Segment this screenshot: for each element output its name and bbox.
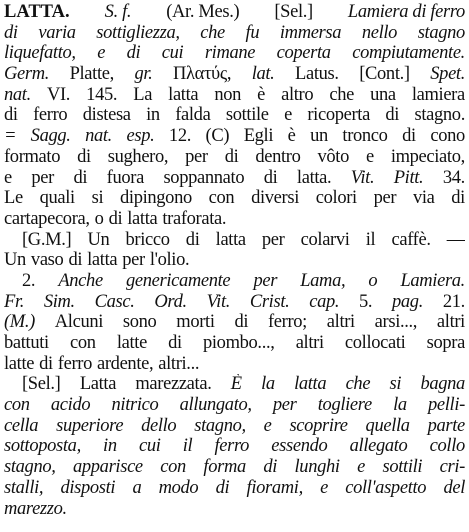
- word: di: [39, 353, 53, 374]
- word: latta: [87, 250, 118, 271]
- word: stagno,: [194, 415, 246, 436]
- word: ardente,: [97, 353, 154, 374]
- word: latta: [168, 84, 199, 105]
- word: dipingono: [120, 188, 192, 209]
- word: latte: [116, 333, 147, 353]
- word: di: [126, 43, 141, 64]
- word: ferro;: [267, 312, 307, 333]
- word: per: [185, 146, 208, 167]
- word: Fr.: [4, 291, 25, 312]
- word: 5.: [358, 291, 373, 312]
- word: via: [412, 188, 435, 209]
- entry-line-6: [4, 105, 465, 126]
- word: immersa: [279, 22, 342, 43]
- word: colarvi: [300, 229, 350, 250]
- word: dentro: [255, 146, 301, 167]
- word: latte: [4, 353, 35, 374]
- word: Le: [4, 188, 23, 209]
- word: Sim.: [43, 291, 75, 312]
- word: [Sel.]: [22, 374, 61, 395]
- word: varia: [38, 22, 76, 43]
- word: falda: [175, 105, 211, 126]
- word: di: [77, 146, 91, 167]
- word: impeciato,: [390, 146, 465, 167]
- word: per: [122, 250, 145, 271]
- word: ferro: [57, 353, 92, 374]
- word: scoprire: [289, 415, 348, 436]
- word: Lamiera.: [400, 270, 465, 291]
- word: Vit.: [350, 167, 375, 188]
- entry-line-21: [4, 416, 465, 437]
- word: sottoposta,: [4, 436, 81, 457]
- entry-line-20: [4, 395, 465, 416]
- word: Πλατύς,: [173, 64, 232, 85]
- word: e: [320, 477, 328, 498]
- entry-line-13: [4, 250, 465, 271]
- word: è: [287, 126, 296, 147]
- word: lunghi: [294, 457, 340, 478]
- entry-line-14: [4, 271, 465, 292]
- word: stagno: [417, 22, 465, 43]
- word: cri-: [439, 457, 465, 478]
- word: genericamente: [125, 270, 231, 291]
- word: modo: [158, 477, 199, 498]
- word: ferro: [33, 105, 68, 126]
- word: e: [4, 167, 12, 188]
- word: stagno.: [414, 105, 465, 126]
- entry-line-12: [4, 230, 465, 251]
- word: [G.M.]: [22, 229, 72, 250]
- entry-line-2: [4, 23, 465, 44]
- entry-line-7: [4, 126, 465, 147]
- entry-line-15: [4, 292, 465, 313]
- word: quella: [365, 415, 410, 436]
- word: latta.: [296, 167, 332, 188]
- word: di: [73, 167, 88, 188]
- entry-line-10: [4, 188, 465, 209]
- word: Un: [4, 250, 26, 271]
- word: con: [70, 333, 96, 353]
- entry-line-17: [4, 333, 465, 354]
- word: 21.: [442, 291, 465, 312]
- word: cap.: [309, 291, 340, 312]
- entry-line-24: [4, 478, 465, 499]
- word: ferro: [214, 436, 250, 457]
- word: (C): [205, 126, 230, 147]
- word: in: [103, 436, 117, 457]
- word: stagno,: [4, 457, 56, 478]
- word: marezzata.: [135, 374, 212, 395]
- word: e: [97, 43, 106, 64]
- word: arsi...,: [374, 312, 418, 333]
- word: con: [4, 395, 30, 416]
- word: allungato,: [179, 395, 252, 416]
- word: —: [446, 229, 465, 250]
- word: Latta: [79, 374, 117, 395]
- word: di: [263, 167, 278, 188]
- word: lamiera: [411, 84, 465, 105]
- word: fuora: [106, 167, 144, 188]
- word: stalli,: [4, 477, 44, 498]
- word: non: [214, 84, 242, 105]
- word: sono: [122, 312, 157, 333]
- word: di: [108, 208, 123, 229]
- word: traforata.: [162, 208, 227, 229]
- word: acido: [50, 395, 91, 416]
- word: [Cont.]: [359, 64, 410, 85]
- word: Alcuni: [54, 312, 104, 333]
- word: rimane: [204, 43, 256, 64]
- word: Sagg.: [30, 126, 71, 147]
- word: e: [284, 105, 292, 126]
- word: o: [368, 270, 378, 291]
- word: cui: [161, 43, 184, 64]
- word: caffè.: [391, 229, 431, 250]
- word: in: [146, 105, 160, 126]
- dictionary-entry: [4, 2, 465, 530]
- word: sughero,: [107, 146, 169, 167]
- word: parte: [427, 415, 465, 436]
- source-abbrev: (Ar. Mes.): [166, 2, 240, 22]
- word: del: [443, 477, 465, 498]
- word: distesa: [82, 105, 131, 126]
- word: per: [253, 270, 278, 291]
- entry-line-16: [4, 312, 465, 333]
- word: compiutamente.: [352, 43, 465, 64]
- word: Casc.: [94, 291, 135, 312]
- word: diversi: [251, 188, 299, 209]
- word: lat.: [251, 64, 275, 85]
- word: di: [402, 126, 416, 147]
- entry-line-1: [4, 2, 465, 23]
- word: Un: [87, 229, 110, 250]
- word: fu: [245, 22, 260, 43]
- word: collo: [429, 436, 465, 457]
- entry-line-8: [4, 147, 465, 168]
- word: per: [272, 395, 297, 416]
- word: e: [365, 146, 374, 167]
- word: 2.: [22, 270, 36, 291]
- part-of-speech: S. f.: [104, 2, 132, 22]
- word: di: [224, 146, 239, 167]
- word: latta: [294, 374, 327, 395]
- word: di: [4, 105, 18, 126]
- word: Lama,: [300, 270, 346, 291]
- word: vaso: [30, 250, 64, 271]
- entry-line-3: [4, 43, 465, 64]
- entry-line-25: [4, 499, 465, 520]
- word: morti: [176, 312, 215, 333]
- word: di: [451, 188, 465, 209]
- word: È: [230, 374, 242, 395]
- word: cui: [138, 436, 161, 457]
- word: latta: [215, 229, 246, 250]
- word: per: [373, 188, 397, 209]
- word: nat.: [85, 126, 112, 147]
- word: (M.): [4, 312, 35, 333]
- word: sopra: [426, 333, 465, 353]
- word: vôto: [317, 146, 349, 167]
- word: con: [208, 188, 235, 209]
- entry-line-11: [4, 209, 465, 230]
- word: collocati: [344, 333, 406, 353]
- word: di: [215, 477, 230, 498]
- word: marezzo.: [4, 498, 67, 519]
- word: è: [257, 84, 266, 105]
- word: di: [4, 22, 18, 43]
- word: con: [160, 457, 186, 478]
- word: altri: [295, 333, 324, 353]
- word: VI.: [46, 84, 71, 105]
- word: che: [200, 22, 225, 43]
- word: per: [31, 167, 54, 188]
- word: =: [4, 126, 17, 147]
- source-tag: [Sel.]: [274, 2, 313, 22]
- word: di: [185, 229, 200, 250]
- entry-line-9: [4, 168, 465, 189]
- word: nello: [361, 22, 398, 43]
- word: pelli-: [428, 395, 465, 416]
- word: altri...: [158, 353, 200, 374]
- word: altri: [436, 312, 465, 333]
- word: Crist.: [249, 291, 290, 312]
- word: Anche: [58, 270, 103, 291]
- word: pag.: [392, 291, 423, 312]
- word: sottili: [382, 457, 423, 478]
- word: di: [234, 312, 249, 333]
- word: di: [68, 250, 83, 271]
- word: bricco: [125, 229, 170, 250]
- word: formato: [4, 146, 61, 167]
- word: di: [168, 333, 182, 353]
- word: e: [263, 415, 272, 436]
- word: fiorami,: [246, 477, 303, 498]
- entry-line-18: [4, 354, 465, 375]
- word: a: [132, 477, 142, 498]
- word: gr.: [134, 64, 153, 85]
- word: Latus.: [295, 64, 339, 85]
- word: Germ.: [4, 64, 50, 85]
- word: bagna: [420, 374, 465, 395]
- word: il: [365, 229, 376, 250]
- word: Ord.: [154, 291, 187, 312]
- word: colori: [315, 188, 357, 209]
- word: 145.: [86, 84, 118, 105]
- word: si: [91, 188, 104, 209]
- word: piombo...,: [202, 333, 275, 353]
- word: altri: [326, 312, 355, 333]
- word: o: [94, 208, 104, 229]
- word: nat.: [4, 84, 31, 105]
- word: togliere: [317, 395, 372, 416]
- word: di: [263, 457, 278, 478]
- word: sottile: [225, 105, 269, 126]
- word: ricoperta: [307, 105, 370, 126]
- word: essendo: [271, 436, 328, 457]
- word: nitrico: [111, 395, 159, 416]
- headword: LATTA.: [4, 2, 70, 22]
- entry-line-4: [4, 64, 465, 85]
- word: Spet.: [430, 64, 465, 85]
- word: soppannato: [163, 167, 245, 188]
- word: e: [357, 457, 366, 478]
- word: superiore: [56, 415, 124, 436]
- word: liquefatto,: [4, 43, 76, 64]
- word: 12.: [168, 126, 191, 147]
- word: l'olio.: [149, 250, 190, 271]
- word: una: [370, 84, 396, 105]
- word: latta: [127, 208, 158, 229]
- entry-body: [4, 23, 465, 520]
- word: Pitt.: [393, 167, 424, 188]
- entry-line-23: [4, 457, 465, 478]
- word: cella: [4, 415, 39, 436]
- word: sottigliezza,: [96, 22, 180, 43]
- word: coll'aspetto: [345, 477, 427, 498]
- word: altro: [281, 84, 314, 105]
- entry-line-5: [4, 85, 465, 106]
- definition-text: Lamiera di ferro: [347, 2, 465, 22]
- word: tronco: [342, 126, 388, 147]
- word: si: [389, 374, 402, 395]
- entry-line-19: [4, 374, 465, 395]
- word: dello: [141, 415, 177, 436]
- word: il: [182, 436, 193, 457]
- word: Egli: [243, 126, 274, 147]
- word: Vit.: [206, 291, 231, 312]
- word: la: [261, 374, 275, 395]
- word: coperta: [276, 43, 331, 64]
- word: di: [385, 105, 400, 126]
- word: che: [345, 374, 371, 395]
- word: quali: [39, 188, 75, 209]
- entry-line-22: [4, 436, 465, 457]
- word: apparisce: [72, 457, 143, 478]
- word: per: [261, 229, 285, 250]
- word: La: [133, 84, 153, 105]
- word: 34.: [442, 167, 465, 188]
- word: un: [310, 126, 328, 147]
- word: Platte,: [69, 64, 114, 85]
- word: disposti: [60, 477, 116, 498]
- word: cono: [430, 126, 465, 147]
- word: la: [393, 395, 407, 416]
- word: forma: [203, 457, 246, 478]
- word: cartapecora,: [4, 208, 90, 229]
- word: battuti: [4, 333, 49, 353]
- word: allegato: [349, 436, 408, 457]
- word: esp.: [126, 126, 155, 147]
- word: che: [329, 84, 354, 105]
